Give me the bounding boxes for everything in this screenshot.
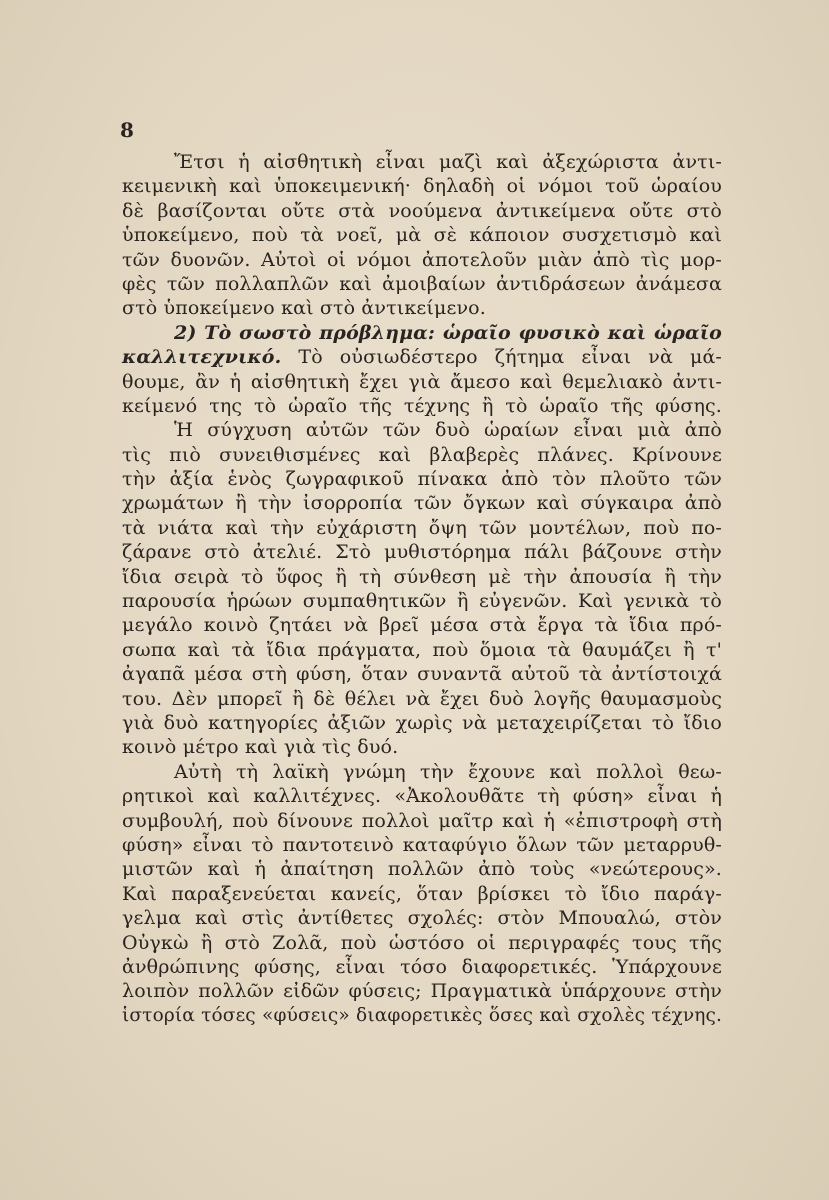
section-heading: 2) Τὸ σωστὸ πρόβλημα: ὡραῖο φυσικὸ καὶ ὡραῖο xyxy=(174,321,722,344)
line-text: Ἔτσι ἡ αἰσθητικὴ εἶναι μαζὶ καὶ ἀξεχώριστα ἀντι- xyxy=(174,151,722,173)
text-line xyxy=(122,809,722,833)
text-line xyxy=(122,857,722,881)
text-line xyxy=(122,540,722,564)
text-line xyxy=(122,223,722,247)
text-line xyxy=(122,418,722,442)
line-text: ἴδια σειρὰ τὸ ὕφος ἢ τὴ σύνθεση μὲ τὴν ἀπουσία ἢ τὴν xyxy=(122,565,722,588)
line-text: Ἡ σύγχυση αὐτῶν τῶν δυὸ ὡραίων εἶναι μιὰ ἀπὸ xyxy=(174,419,722,442)
text-line xyxy=(122,174,722,198)
text-line xyxy=(122,735,722,759)
line-text: Οὐγκὼ ἢ στὸ Ζολᾶ, ποὺ ὡστόσο οἱ περιγραφές τους τῆς xyxy=(122,931,722,954)
line-text: γιὰ δυὸ κατηγορίες ἀξιῶν χωρὶς νὰ μεταχειρίζεται τὸ ἴδιο xyxy=(122,711,722,734)
text-line xyxy=(122,760,722,784)
line-text: φύση» εἶναι τὸ παντοτεινὸ καταφύγιο ὅλων τῶν μεταρρυθ- xyxy=(122,833,722,856)
line-text: τῶν δυονῶν. Αὐτοὶ οἱ νόμοι ἀποτελοῦν μιὰν ἀπὸ τὶς μορ- xyxy=(122,248,722,271)
line-text: Τὸ οὐσιωδέστερο ζήτημα εἶναι νὰ μά- xyxy=(281,346,722,369)
line-text: τὰ νιάτα καὶ τὴν εὐχάριστη ὄψη τῶν μοντέλων, ποὺ πο- xyxy=(122,516,722,539)
text-line xyxy=(122,711,722,735)
line-text: στὸ ὑποκείμενο καὶ στὸ ἀντικείμενο. xyxy=(122,297,486,320)
line-text: κειμενικὴ καὶ ὑποκειμενική· δηλαδὴ οἱ νόμοι τοῦ ὡραίου xyxy=(122,175,722,198)
body-text xyxy=(122,150,722,1028)
text-line xyxy=(122,613,722,637)
line-text: ἀγαπᾶ μέσα στὴ φύση, ὅταν συναντᾶ αὐτοῦ τὰ ἀντίστοιχά xyxy=(122,663,722,686)
line-text: μεγάλο κοινὸ ζητάει νὰ βρεῖ μέσα στὰ ἔργα τὰ ἴδια πρό- xyxy=(122,614,722,637)
text-line xyxy=(122,394,722,418)
line-text: χρωμάτων ἢ τὴν ἰσορροπία τῶν ὄγκων καὶ σύγκαιρα ἀπὸ xyxy=(122,492,722,515)
text-line xyxy=(122,321,722,345)
line-text: κοινὸ μέτρο καὶ γιὰ τὶς δυό. xyxy=(122,736,399,759)
page-number: 8 xyxy=(120,118,134,142)
line-text: ἀνθρώπινης φύσης, εἶναι τόσο διαφορετικές. Ὑπάρχουνε xyxy=(122,955,722,978)
text-line xyxy=(122,638,722,662)
text-line xyxy=(122,150,722,174)
text-line xyxy=(122,199,722,223)
line-text: συμβουλή, ποὺ δίνουνε πολλοὶ μαῖτρ καὶ ἡ «ἐπιστροφὴ στὴ xyxy=(122,809,722,832)
text-line xyxy=(122,687,722,711)
line-text: λοιπὸν πολλῶν εἰδῶν φύσεις; Πραγματικὰ ὑπάρχουνε στὴν xyxy=(122,980,722,1003)
line-text: ἱστορία τόσες «φύσεις» διαφορετικὲς ὅσες καὶ σχολὲς τέχνης. xyxy=(122,1004,722,1026)
line-text: κείμενό της τὸ ὡραῖο τῆς τέχνης ἢ τὸ ὡραῖο τῆς φύσης. xyxy=(122,394,722,417)
line-text: παρουσία ἡρώων συμπαθητικῶν ἢ εὐγενῶν. Καὶ γενικὰ τὸ xyxy=(122,590,722,613)
text-line xyxy=(122,1004,722,1028)
line-text: ζάρανε στὸ ἀτελιέ. Στὸ μυθιστόρημα πάλι βάζουνε στὴν xyxy=(122,541,722,564)
text-line xyxy=(122,979,722,1003)
text-line xyxy=(122,516,722,540)
section-heading: καλλιτεχνικό. xyxy=(122,346,282,369)
text-line xyxy=(122,345,722,369)
line-text: φὲς τῶν πολλαπλῶν καὶ ἀμοιβαίων ἀντιδράσεων ἀνάμεσα xyxy=(122,272,722,295)
text-line xyxy=(122,467,722,491)
text-line xyxy=(122,248,722,272)
text-line xyxy=(122,882,722,906)
line-text: ρητικοὶ καὶ καλλιτέχνες. «Ἀκολουθᾶτε τὴ φύση» εἶναι ἡ xyxy=(122,785,722,808)
line-text: γελμα καὶ στὶς ἀντίθετες σχολές: στὸν Μπουαλώ, στὸν xyxy=(122,907,722,930)
line-text: τὴν ἀξία ἑνὸς ζωγραφικοῦ πίνακα ἀπὸ τὸν πλοῦτο τῶν xyxy=(122,468,722,491)
text-line xyxy=(122,931,722,955)
line-text: θουμε, ἂν ἡ αἰσθητικὴ ἔχει γιὰ ἄμεσο καὶ θεμελιακὸ ἀντι- xyxy=(122,370,722,393)
text-line xyxy=(122,906,722,930)
text-line xyxy=(122,370,722,394)
text-line xyxy=(122,272,722,296)
text-line xyxy=(122,833,722,857)
line-text: σωπα καὶ τὰ ἴδια πράγματα, ποὺ ὅμοια τὰ θαυμάζει ἢ τ' xyxy=(122,638,722,661)
text-line xyxy=(122,565,722,589)
line-text: ὑποκείμενο, ποὺ τὰ νοεῖ, μὰ σὲ κάποιον συσχετισμὸ καὶ xyxy=(122,224,722,247)
line-text: Καὶ παραξενεύεται κανείς, ὅταν βρίσκει τὸ ἴδιο παράγ- xyxy=(122,882,722,905)
text-line xyxy=(122,662,722,686)
line-text: Αὐτὴ τὴ λαϊκὴ γνώμη τὴν ἔχουνε καὶ πολλοὶ θεω- xyxy=(174,760,722,783)
text-line xyxy=(122,491,722,515)
text-line xyxy=(122,296,722,320)
line-text: τὶς πιὸ συνειθισμένες καὶ βλαβερὲς πλάνες. Κρίνουνε xyxy=(122,443,722,466)
line-text: δὲ βασίζονται οὔτε στὰ νοούμενα ἀντικείμενα οὔτε στὸ xyxy=(122,199,722,222)
text-line xyxy=(122,784,722,808)
text-line xyxy=(122,443,722,467)
text-line xyxy=(122,589,722,613)
text-line xyxy=(122,955,722,979)
line-text: μιστῶν καὶ ἡ ἀπαίτηση πολλῶν ἀπὸ τοὺς «νεώτερους». xyxy=(122,858,722,881)
line-text: του. Δὲν μπορεῖ ἢ δὲ θέλει νὰ ἔχει δυὸ λογῆς θαυμασμοὺς xyxy=(122,687,722,710)
